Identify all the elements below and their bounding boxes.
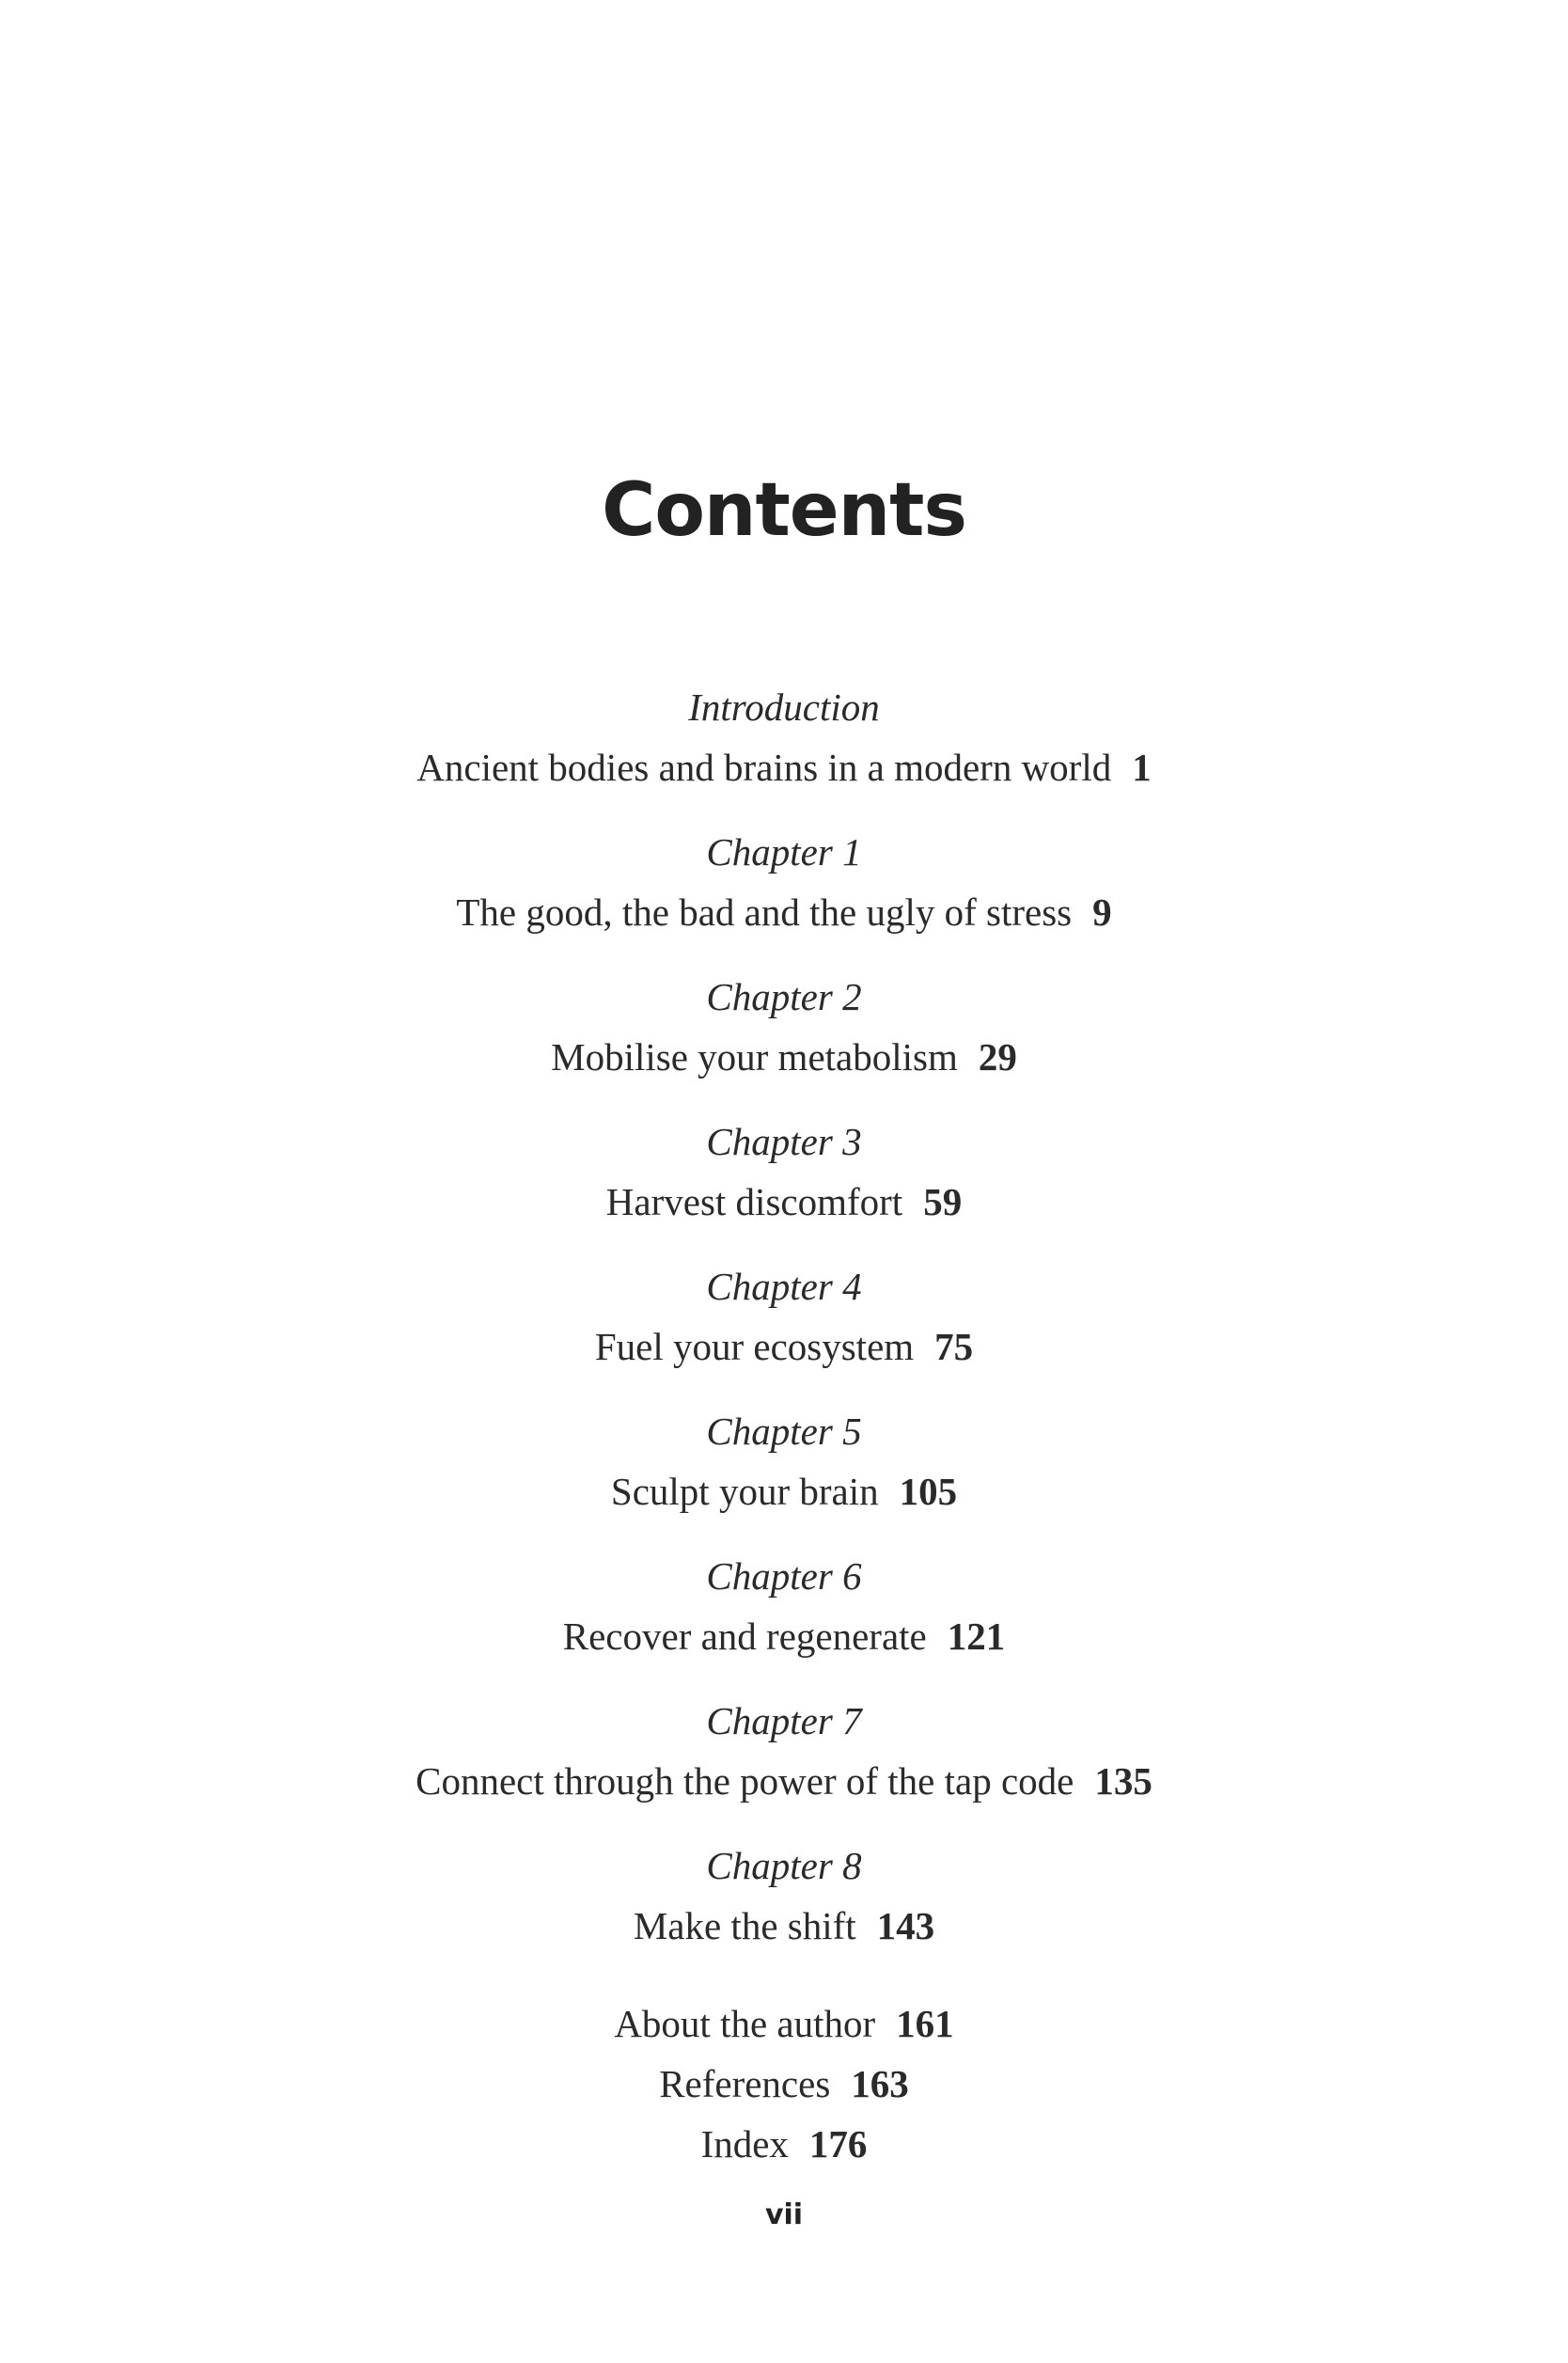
toc-entry-about-the-author[interactable] xyxy=(0,1993,1568,2054)
entry-title: Harvest discomfort xyxy=(605,1180,903,1223)
entry-title: Index xyxy=(700,2122,789,2166)
entry-title: Mobilise your metabolism xyxy=(551,1035,958,1079)
entry-page-number: 163 xyxy=(851,2062,909,2105)
entry-page-number: 161 xyxy=(896,2002,954,2045)
toc-entry-chapter-4[interactable] xyxy=(0,1256,1568,1377)
toc-entry-introduction[interactable] xyxy=(0,677,1568,797)
entry-page-number: 1 xyxy=(1132,746,1152,789)
entry-title: Sculpt your brain xyxy=(610,1470,879,1513)
entry-page-number: 9 xyxy=(1092,890,1112,934)
toc-entry-references[interactable] xyxy=(0,2054,1568,2114)
entry-page-number: 121 xyxy=(947,1615,1006,1658)
entry-page-number: 59 xyxy=(923,1180,963,1223)
toc-entry-chapter-1[interactable] xyxy=(0,822,1568,942)
entry-label: Chapter 4 xyxy=(706,1265,862,1308)
toc-entry-chapter-6[interactable] xyxy=(0,1546,1568,1666)
entry-title: Connect through the power of the tap code xyxy=(416,1759,1074,1803)
entry-page-number: 143 xyxy=(876,1904,935,1947)
toc-entry-index[interactable] xyxy=(0,2114,1568,2174)
entry-label: Chapter 8 xyxy=(706,1844,862,1887)
toc-entry-chapter-3[interactable] xyxy=(0,1111,1568,1232)
entry-label: Chapter 7 xyxy=(706,1699,862,1742)
entry-line xyxy=(0,882,1568,942)
entry-page-number: 135 xyxy=(1094,1759,1152,1803)
entry-page-number: 105 xyxy=(899,1470,958,1513)
entry-title: The good, the bad and the ugly of stress xyxy=(456,890,1073,934)
entry-line xyxy=(0,1896,1568,1956)
toc-entry-chapter-2[interactable] xyxy=(0,967,1568,1087)
back-matter xyxy=(0,1993,1568,2174)
toc-entry-chapter-8[interactable] xyxy=(0,1835,1568,1956)
page-number-folio: vii xyxy=(764,2198,804,2231)
toc-entry-chapter-5[interactable] xyxy=(0,1401,1568,1521)
entry-title: Make the shift xyxy=(633,1904,856,1947)
entry-line xyxy=(0,1027,1568,1087)
entry-label: Chapter 3 xyxy=(706,1120,862,1163)
entry-title: About the author xyxy=(614,2002,876,2045)
entry-title: Recover and regenerate xyxy=(562,1615,927,1658)
entry-label: Chapter 5 xyxy=(706,1410,862,1453)
page-title: Contents xyxy=(602,468,966,553)
entry-line xyxy=(0,737,1568,797)
entry-title: References xyxy=(659,2062,831,2105)
toc-entry-chapter-7[interactable] xyxy=(0,1691,1568,1811)
entry-line xyxy=(0,1461,1568,1521)
entry-line xyxy=(0,1172,1568,1232)
table-of-contents xyxy=(0,677,1568,2174)
entry-page-number: 75 xyxy=(934,1325,974,1368)
entry-page-number: 176 xyxy=(808,2122,868,2166)
entry-label: Chapter 1 xyxy=(706,830,862,874)
entry-title: Fuel your ecosystem xyxy=(594,1325,915,1368)
entry-title: Ancient bodies and brains in a modern world xyxy=(416,746,1112,789)
entry-page-number: 29 xyxy=(978,1035,1017,1079)
entry-line xyxy=(0,1316,1568,1377)
entry-line xyxy=(0,1606,1568,1666)
entry-label: Chapter 6 xyxy=(706,1554,862,1598)
entry-line xyxy=(0,1751,1568,1811)
entry-label: Introduction xyxy=(688,685,880,729)
entry-label: Chapter 2 xyxy=(706,975,862,1018)
